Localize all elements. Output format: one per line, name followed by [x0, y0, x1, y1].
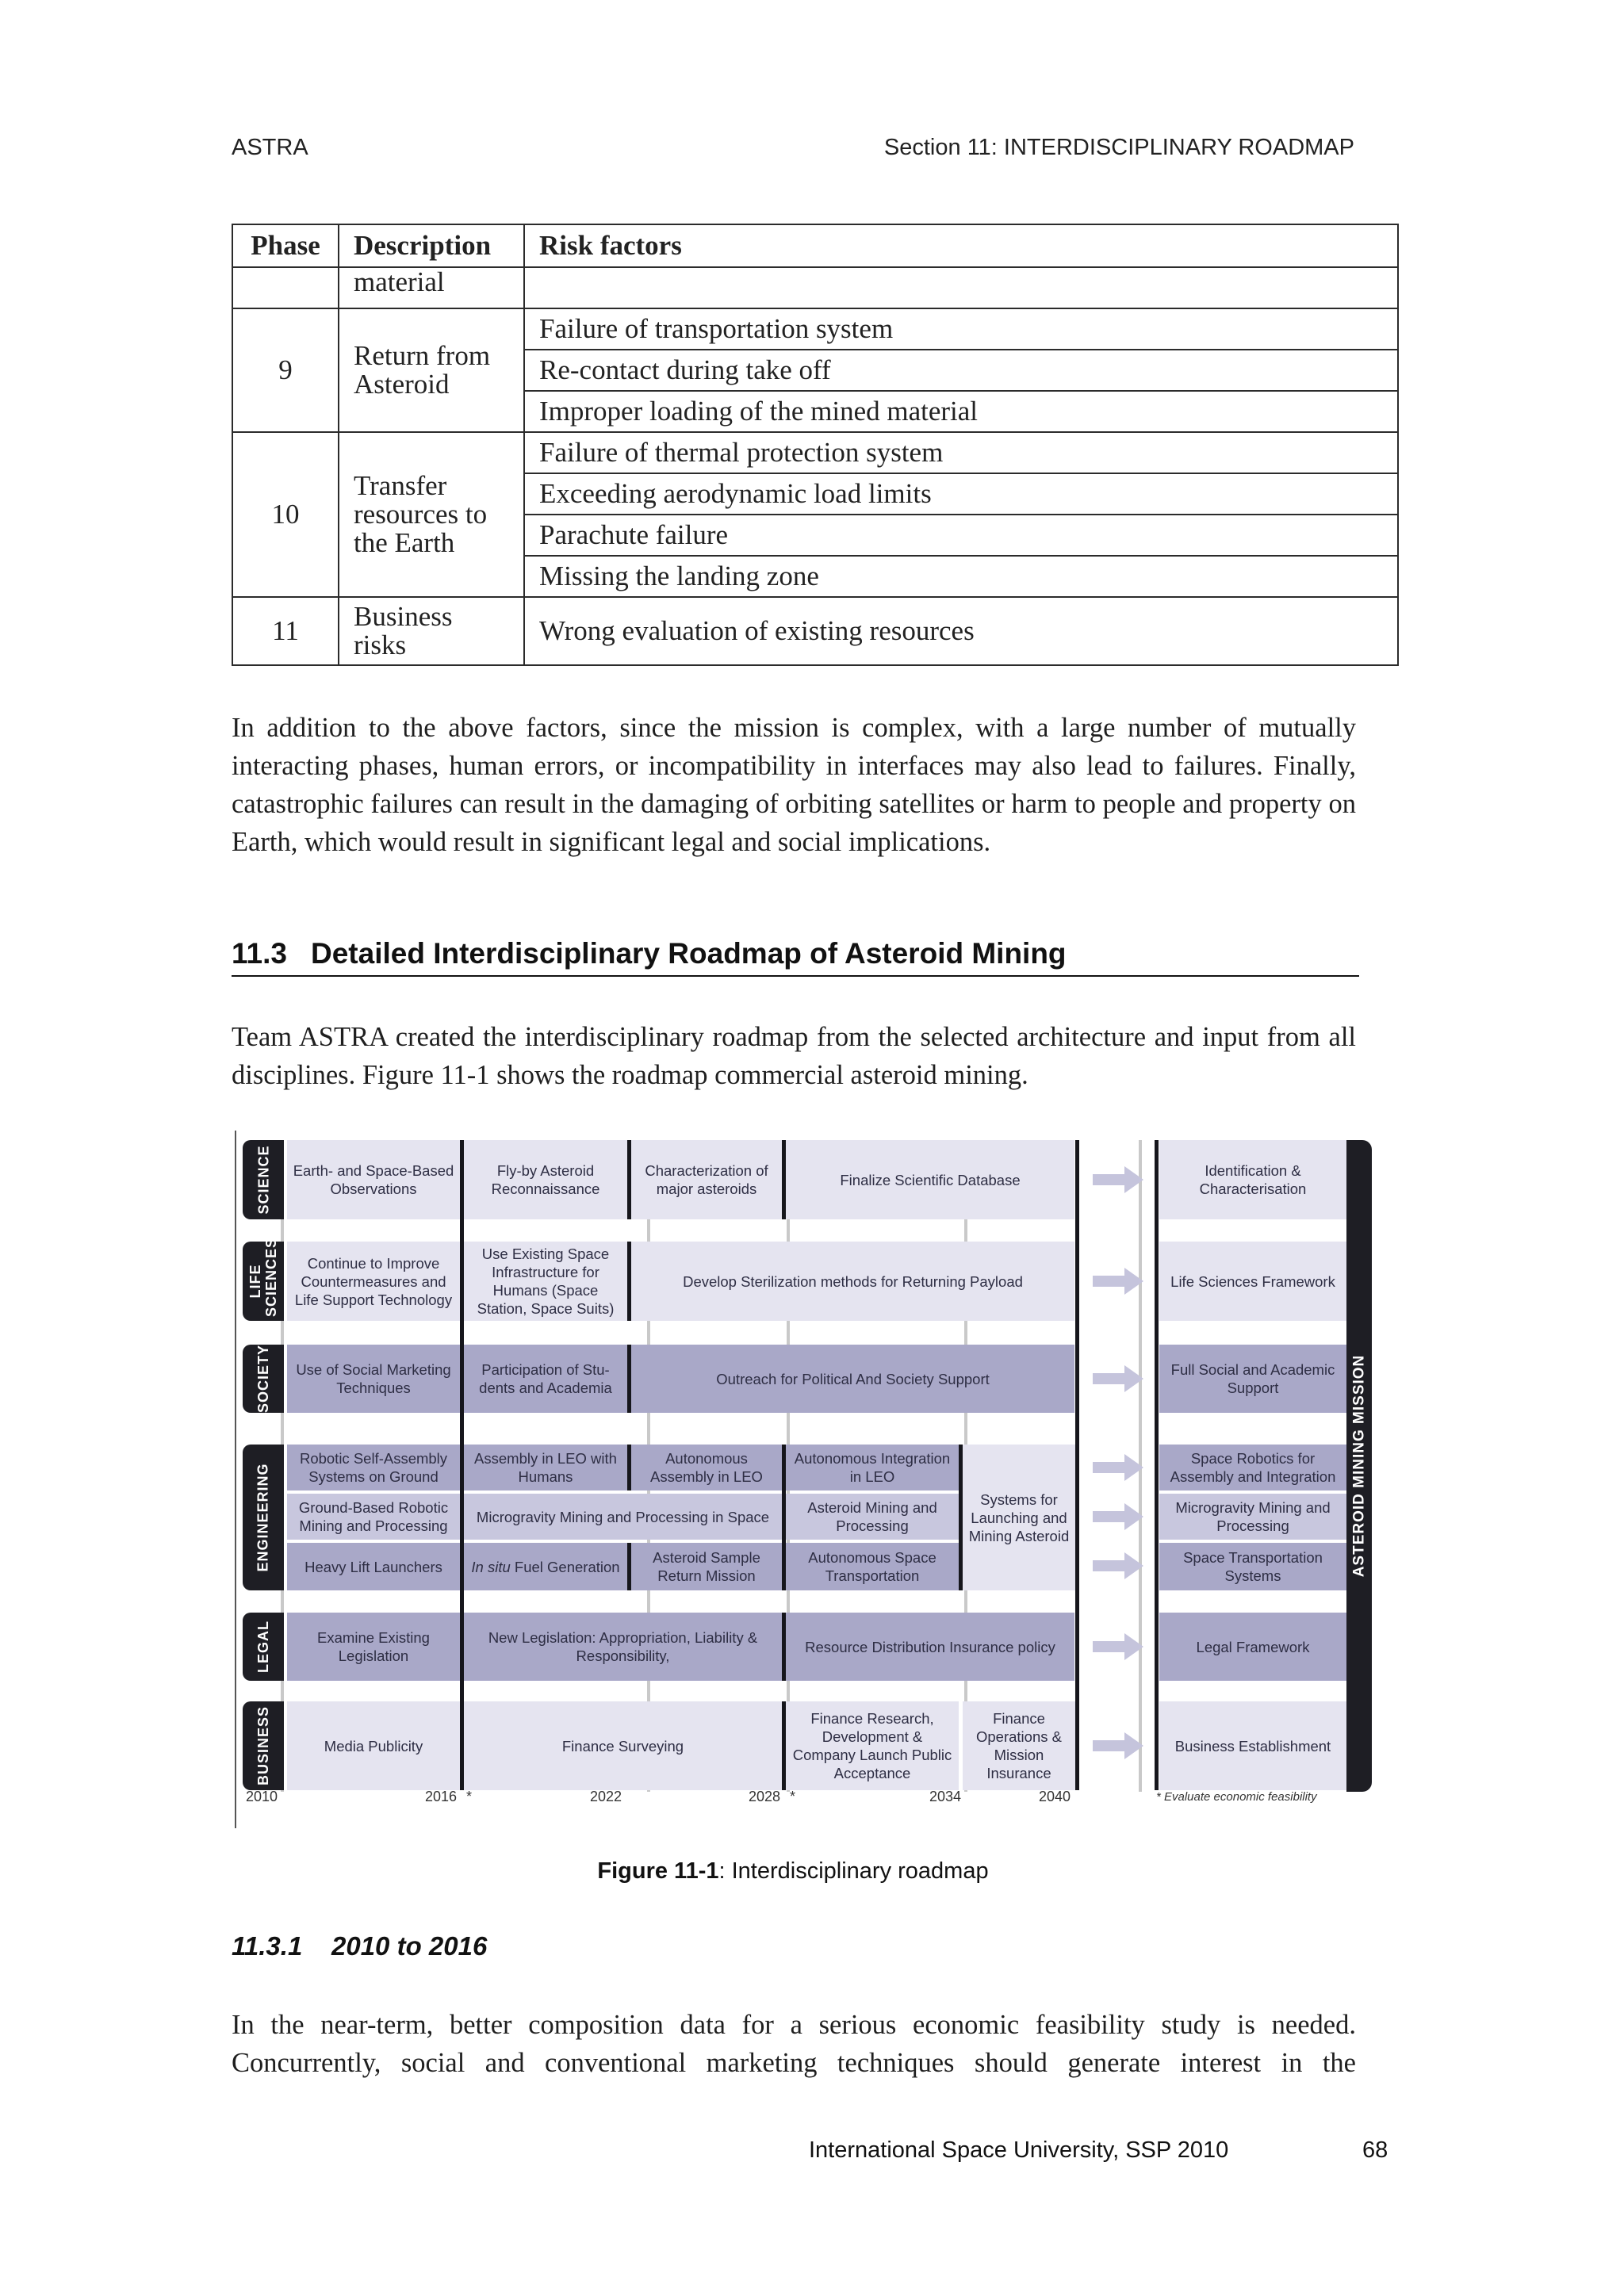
table-row — [232, 597, 1398, 665]
arrow-right-icon — [1093, 1166, 1143, 1193]
legal-cell: Examine Existing Legislation — [287, 1613, 460, 1681]
interdisciplinary-roadmap-figure — [235, 1131, 1373, 1828]
legal-outcome-cell: Legal Framework — [1159, 1613, 1346, 1681]
description-cell: material — [339, 267, 524, 308]
business-cell: Media Publicity — [287, 1701, 460, 1790]
phase-cell — [232, 267, 339, 308]
life-sciences-outcome-cell: Life Sciences Framework — [1159, 1242, 1346, 1321]
body-paragraph: In the near-term, better composition data for a serious economic feasibility study is needed. Concurrently, social and conventional marketing techniques should generate interest in the — [232, 2010, 1356, 2078]
legal-cell: New Legislation: Appropriation, Liability & Responsibility, — [464, 1613, 782, 1681]
science-cell: Fly-by Asteroid Reconnaissance — [464, 1140, 627, 1219]
life-sciences-cell: Develop Sterilization methods for Returning Payload — [631, 1242, 1074, 1321]
risk-cell: Parachute failure — [524, 515, 1398, 556]
description-cell: Transfer resources to the Earth — [339, 432, 524, 597]
year-tick: 2040 — [1039, 1789, 1071, 1804]
section-number: 11.3 — [232, 937, 287, 970]
body-paragraph: Team ASTRA created the interdisciplinary roadmap from the selected architecture and input from all disciplines. Figure 11-1 shows the roadmap commercial asteroid mining. — [232, 1022, 1356, 1090]
society-outcome-cell: Full Social and Academic Support — [1159, 1345, 1346, 1413]
year-tick: 2022 — [590, 1789, 622, 1804]
society-cell: Use of Social Marketing Techniques — [287, 1345, 460, 1413]
engineering-outcome-cell: Space Transportation Systems — [1159, 1543, 1346, 1590]
running-header-left: ASTRA — [232, 135, 308, 160]
arrow-right-icon — [1093, 1268, 1143, 1295]
year-star: * — [466, 1789, 473, 1804]
figure-caption: Figure 11-1: Interdisciplinary roadmap — [597, 1858, 989, 1884]
science-cell: Earth- and Space-Based Observations — [287, 1140, 460, 1219]
body-paragraph: In addition to the above factors, since the mission is complex, with a large number of mutually interacting phases, human errors, or incompatibility in interfaces may also lead to failures. Finally, catastrophic failures can result in the damaging of orbiting satellites or harm to people and property on Earth, which would result in significant legal and social implications. — [232, 713, 1356, 857]
engineering-cell: Assembly in LEO with Humans — [464, 1445, 627, 1490]
society-cell: Outreach for Political And Society Support — [631, 1345, 1074, 1413]
science-outcome-cell: Identification & Characterisation — [1159, 1140, 1346, 1219]
engineering-cell: In situ Fuel Generation — [464, 1543, 627, 1590]
table-row — [232, 432, 1398, 473]
description-cell: Business risks — [339, 597, 524, 665]
science-cell: Characterization of major asteroids — [631, 1140, 782, 1219]
year-tick: 2028 — [749, 1789, 781, 1804]
risk-cell: Failure of transportation system — [524, 308, 1398, 350]
arrow-right-icon — [1093, 1552, 1143, 1579]
phase-cell: 10 — [232, 432, 339, 597]
risk-cell — [524, 267, 1398, 308]
footer-text: International Space University, SSP 2010 — [809, 2137, 1229, 2163]
engineering-cell: Robotic Self-Assembly Systems on Ground — [287, 1445, 460, 1490]
risk-factors-table — [232, 224, 1399, 666]
footnote: * Evaluate economic feasibility — [1156, 1790, 1317, 1804]
phase-cell: 11 — [232, 597, 339, 665]
engineering-cell: Autonomous Assembly in LEO — [631, 1445, 782, 1490]
arrow-right-icon — [1093, 1365, 1143, 1392]
year-tick: 2010 — [246, 1789, 278, 1804]
engineering-cell: Heavy Lift Launchers — [287, 1543, 460, 1590]
risk-cell: Missing the landing zone — [524, 556, 1398, 597]
business-cell: Finance Operations & Mission Insurance — [963, 1701, 1075, 1790]
arrow-right-icon — [1093, 1503, 1143, 1530]
page-number: 68 — [1362, 2137, 1388, 2163]
arrow-right-icon — [1093, 1454, 1143, 1481]
life-sciences-cell: Continue to Improve Countermeasures and Life Support Technology — [287, 1242, 460, 1321]
table-row — [232, 308, 1398, 350]
risk-cell: Exceeding aerodynamic load limits — [524, 473, 1398, 515]
running-header-right: Section 11: INTERDISCIPLINARY ROADMAP — [883, 135, 1354, 160]
year-tick: 2034 — [929, 1789, 962, 1804]
life-sciences-cell: Use Existing Space Infrastructure for Humans (Space Station, Space Suits) — [464, 1242, 627, 1321]
legal-cell: Resource Distribution Insurance policy — [786, 1613, 1074, 1681]
business-cell: Finance Research, Development & Company Launch Public Acceptance — [786, 1701, 959, 1790]
engineering-outcome-cell: Space Robotics for Assembly and Integration — [1159, 1445, 1346, 1490]
science-cell: Finalize Scientific Database — [786, 1140, 1074, 1219]
engineering-cell: Autonomous Space Transportation — [786, 1543, 959, 1590]
subsection-heading: 11.3.1 2010 to 2016 — [232, 1931, 488, 1961]
row-label-science: SCIENCE — [243, 1140, 284, 1219]
row-label-society: SOCIETY — [243, 1345, 284, 1413]
engineering-cell: Autonomous Integration in LEO — [786, 1445, 959, 1490]
engineering-outcome-cell: Microgravity Mining and Processing — [1159, 1494, 1346, 1540]
mission-bar: ASTEROID MINING MISSION — [1346, 1140, 1372, 1792]
col-header-phase: Phase — [232, 224, 339, 267]
description-cell: Return from Asteroid — [339, 308, 524, 432]
arrow-right-icon — [1093, 1633, 1143, 1660]
year-tick: 2016 — [425, 1789, 458, 1804]
section-heading — [232, 937, 1359, 977]
society-cell: Participation of Stu-dents and Academia — [464, 1345, 627, 1413]
business-cell: Finance Surveying — [464, 1701, 782, 1790]
engineering-systems-cell: Systems for Launching and Mining Asteroid — [963, 1445, 1075, 1590]
engineering-cell: Ground-Based Robotic Mining and Processing — [287, 1494, 460, 1540]
risk-cell: Re-contact during take off — [524, 350, 1398, 391]
section-title: Detailed Interdisciplinary Roadmap of Asteroid Mining — [311, 937, 1067, 970]
business-outcome-cell: Business Establishment — [1159, 1701, 1346, 1790]
engineering-cell: Asteroid Mining and Processing — [786, 1494, 959, 1540]
year-star: * — [790, 1789, 796, 1804]
row-label-legal: LEGAL — [243, 1613, 284, 1681]
engineering-cell: Asteroid Sample Return Mission — [631, 1543, 782, 1590]
risk-cell: Failure of thermal protection system — [524, 432, 1398, 473]
risk-cell: Wrong evaluation of existing resources — [524, 597, 1398, 665]
col-header-description: Description — [339, 224, 524, 267]
row-label-engineering: ENGINEERING — [243, 1445, 284, 1590]
table-row — [232, 267, 1398, 308]
row-label-life-sciences: LIFE SCIENCES — [243, 1242, 284, 1321]
row-label-business: BUSINESS — [243, 1701, 284, 1790]
risk-cell: Improper loading of the mined material — [524, 391, 1398, 432]
engineering-cell: Microgravity Mining and Processing in Space — [464, 1494, 782, 1540]
phase-cell: 9 — [232, 308, 339, 432]
arrow-right-icon — [1093, 1732, 1143, 1759]
col-header-risk-factors: Risk factors — [524, 224, 1398, 267]
table-header-row — [232, 224, 1398, 267]
